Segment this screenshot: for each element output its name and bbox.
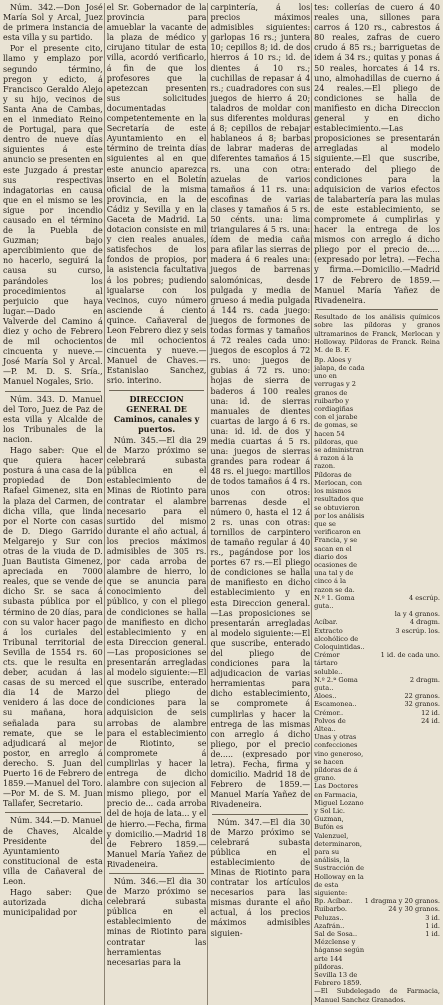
formula-item: Escamonea.. [314,700,357,709]
formula-item: Acíbar. [314,618,338,627]
formula-row [314,733,440,782]
formula-row [314,905,440,913]
formula-row [314,356,440,471]
formula-row [314,782,440,897]
formula-item: Crémor.. [314,708,344,717]
notice-347-body: Núm. 347.—El dia 30 de Marzo próximo se celebrará subasta pública en el establecimiento de Minas de Riotinto para contratar los artículos necesarios para las mismas durante el año actual, á los precios máximos admisibles siguien- [210,817,311,938]
formula-quantity: 2 dragm. [409,675,440,684]
divider [316,309,438,310]
formula-quantity: 1 dragma y 20 granos. [364,897,440,906]
formula-quantity [365,782,440,897]
formula-row [314,717,440,733]
formula-quantity: 4 escrúp. [408,593,440,602]
formula-row [314,594,440,610]
notice-342-heading: Núm. 342.—Don José María Sol y Arcal, Juez de primera instancia de esta villa y su partido. [3,3,103,43]
notice-345-body: Núm. 345.—El dia 29 de Marzo próximo se celebrará subasta pública en el establecimiento de Minas de Riotinto para contratar el alambre necesario para el surtido del mismo durante el año actual, á los precios máximos admisibles de 305 rs. por cada arroba de alambre de hierro, lo que se anuncia para conocimiento del público, y con el pliego de condiciones se halla de manifiesto en dicho establecimiento y en esta Direccion general.—Las proposiciones se presentarán arregladas al modelo siguiente:—El que suscribe, enterado del pliego de condiciones para la adquisicion de seis arrobas de alambre para el establecimiento de Riotinto, se compromete á cumplirlas y hacer la entrega de dicho alambre con sujecion al mismo pliego, por el precio de... cada arroba del de hoja de lata... y el de hierro.—Fecha, firma y domicilio.—Madrid 18 de Febrero 1859.—Manuel María Yañez de Rivadeneira. [106,435,207,869]
formula-quantity: 3 escrúp. los. [395,626,440,635]
notice-347-continued: tes: collerías de cuero á 40 reales una, sillones para carros á 120 rs., cabrestos á 80 reales, zafras de cuero crudo á 85 rs.; barriguetas de idem á 34 rs.; quitas y ponas á 50 reales, horcates á 14 rs. uno, almohadillas de cuerno á 24 reales.—El pliego de condiciones se halla de manifiesto en dicha Direccion general y en dicho establecimiento.—Las proposiciones se presentarán arregladas al modelo siguiente.—El que suscribe, enterado del pliego de condiciones para la adquisicion de varios efectos de talabartería para las mulas de este establecimiento, se compromete á cumplirlas y hacer la entrega de los mismos con arreglo á dicho pliego por el precio de..... (expresado por letra). —Fecha y firma.—Domicilio.—Madrid 17 de Febrero de 1859.—Manuel María Yañez de Rivadeneira. [314,3,440,305]
formula-item: Polvos de Altea.. [314,716,346,733]
formula-row [314,897,440,905]
formula-row [314,700,440,708]
analysis-notice: Resultado de los análisis químicos sobre las píldoras y granos ultramarinos de Franck, Merlocan y Holloway. Píldoras de Franck. Reina M. de B. F. [314,312,440,355]
formula-row [314,471,440,594]
formula-quantity: 12 id. [421,708,440,717]
divider [5,391,101,392]
formula-row [314,692,440,700]
column-4 [314,3,440,1005]
column-1 [3,3,103,1005]
notice-346-continued: carpintería, á los precios máximos admisibles siguientes: garlopas 16 rs.; juntera 10; cepillos 8; id. de dos hierros á 10 rs.; id. de dientes á 10 rs.; cuchillas de repasar á 4 rs.; cuadradores con sus juegos de hierro á 20; taladros de moldar con sus diferentes molduras á 8; cepillos de rebajar hablaneos á 8; barbas de labrar maderas de diferentes tamaños á 15 rs. una con otra: azuelas de varios tamaños á 11 rs. una: escofinas de varias clases y tamaños á 5 rs. 50 cénts. una: lima triangulares á 5 rs. una: ídem de media caña para afilar las sierras de madera á 6 reales una: juegos de barrenas salomónicas, desde pulgada y media de grueso á media pulgada á 144 rs. cada juego: juegos de formones de todas formas y tamaños á 72 reales cada uno: juegos de escoplos á 72 rs. uno: juegos de gubias á 72 rs. uno: hojas de sierra de baderos á 100 reales una: id. de sierras manuales de dientes cuartas de largo á 6 rs. una: id. id. de dos y media cuartas á 5 rs. una: juegos de sierras grandes para rodear á 48 rs. el juego: martillos de todos tamaños á 4 rs. unos con otros: barrenas desde el número 0, hasta el 12 á 2 rs. unas con otras: tornillos de carpintero de tamaño regular á 40 rs., pagándose por los portes 67 rs.—El pliego de condiciones se halla de manifiesto en dicho establecimiento y en esta Direccion general.—Las proposiciones se presentarán arregladas al modelo siguiente:—El que suscribe, enterado del pliego de condiciones para la adjudicacion de varias herramientas para dicho establecimiento, se compromete á cumplirlas y hacer la entrega de las mismas con arreglo á dicho pliego, por el precio de..... (expresado por letra). Fecha, firma y domicilio. Madrid 18 de Febrero de 1859.—Manuel María Yañez de Rivadeneira. [210,3,311,810]
formula-row [314,914,440,922]
formula-item: Azafrán.. [314,921,345,930]
formula-item: N.º 2.ª Goma guta.. [314,675,358,692]
notice-343-heading: Núm. 343. D. Manuel del Toro, Juez de Paz de esta villa y Alcalde de los Tribunales de la nacion. [3,394,103,444]
formula-item: Las Doctores en Farmacia, Miguel Lozano y Sol Lic. Guzman, Bufón es Valenzuel, determinaron, para su análisis, la Sustracción de Holloway en la de esta siguiente: [314,782,364,898]
formula-item [314,610,364,618]
formula-quantity [365,356,440,471]
formula-row [314,922,440,930]
formula-item: Aloes.. [314,692,337,701]
formula-quantity: 1 id. de cada uno. [380,651,440,660]
formula-row [314,651,440,676]
divider [212,814,308,815]
formula-quantity: 1 id. [425,921,440,930]
formula-item: Unas y otras confecciones vino generoso, se hacen píldoras de á grano. [314,733,364,783]
formula-item: Sal de Sosa.. [314,930,358,939]
formula-item: Mézclense y háganse según arte 144 píldoras. Sevilla 13 de Febrero 1859. [314,938,365,988]
formula-item: Crémor tártaro soluble.. [314,651,343,676]
notice-344-continued: el Sr. Gobernador de la provincia para amueblar la vacante de la plaza de médico y cirujano titular de esta villa, acordó verificarlo, á fin de que los profesores que la apetezcan presenten sus solicitudes documentadas competentemente en la Secretaría de este Ayuntamiento en el término de treinta días siguientes al en que este anuncio aparezca inserto en el Boletín oficial de la misma provincia, en la de Cádiz y Sevilla y en la Gaceta de Madrid. La dotacion consiste en mil y cien reales anuales, satisfechos de los fondos de propios, por la asistencia facultativa á los pobres; pudiendo igualarse con los vecinos, cuyo número asciende á ciento quince. Cañaveral de Leon Febrero diez y seis de mil ochocientos cincuenta y nueve.—Manuel de Chaves.—Estanislao Sanchez, srio. interino. [106,3,207,386]
notice-346-body: Núm. 346.—El dia 30 de Marzo próximo se celebrará subasta pública en el establecimiento de minas de Riotinto para contratar las herramientas necesarias para la [106,876,207,967]
formula-quantity: 22 granos. [404,692,440,701]
formula-item: N.º 1. Goma guta.. [314,593,355,610]
formula-quantity: 24 id. [421,716,440,725]
formula-quantity [365,471,440,594]
formula-quantity: 32 granos. [404,700,440,709]
formula-item: Píldoras de Merlocan, con los mismos resultados que se obtuvieron por los análisis que se verificaron en Francia, y se sacan en el diario dos ocasiones de una tal y de cinco á la razon se da. [314,470,365,594]
formula-row [314,610,440,618]
formula-quantity [365,733,440,782]
formula-row [314,709,440,717]
formula-item: Peluzas.. [314,913,344,922]
formula-quantity: 3 id. [425,913,440,922]
notice-343-body: Hago saber: Que el que quiera hacer postura á una casa de la propiedad de Don Rafael Gimenez, sita en la plaza del Carmen, de dicha villa, que linda por el Norte con casas de D. Diego Garrido Melgarejo y Sur con otras de la viuda de D. Juan Bautista Gimenez, apreciada en 7000 reales, que se vende de dicho Sr. se saca á subasta pública por el término de 20 días, para con su valor hacer pago á los curiales del Tribunal territorial de Sevilla de 1554 rs. 60 cts. que le resulta en deber, acudan á las casas de su merced el dia 14 de Marzo venidero á las doce de su mañana, hora señalada para su remate, que se le adjudicará al mejor postor, en arreglo á derecho. S. Juan del Puerto 16 de Febrero de 1859.—Manuel del Toro.—Por M. de S. M. Juan Tallafer, Secretario. [3,446,103,809]
divider [109,873,205,874]
formula-quantity: 4 dragm. [409,618,440,627]
divider [109,390,205,391]
formula-row [314,930,440,938]
formula-row [314,938,440,987]
formula-quantity: 24 y 30 granos. [388,905,440,914]
formula-quantity: 1 id. [425,930,440,939]
section-heading: DIRECCION GENERAL DE Caminos, canales y puertos. [113,393,200,434]
formula-quantity: la y 4 granos. [394,610,440,619]
formula-quantity [365,938,440,987]
notice-342-body: Por el presente cito, llamo y emplazo por segundo término, pregon y edicto, á Francisco Geraldo Alejo y su hijo, vecinos de Santa Ana de Cambas, en el inmediato Reino de Portugal, para que dentro de nueve días siguientes á este anuncio se presenten en este Juzgado á prestar sus respectivas indagatorias en causa que en el mismo se les sigue por incendio causado en el término de la Puebla de Guzman; bajo apercibimiento que de no hacerlo, seguirá la causa su curso, parándoles los procedimientos al perjuicio que haya lugar.—Dado en Valverde del Camino á diez y ocho de Febrero de mil ochocientos cincuenta y nueve.—José María Sol y Arcal.—P. M. D. S. Sría., Manuel Nogales, Srio. [3,44,103,387]
formula-item: Extracto alcohólico de Coloquintidas.. [314,626,365,651]
column-2 [107,3,207,1005]
formula-item: Ruibarbo. [314,905,347,914]
notice-344-body: Hago saber: Que autorizada dicha municipalidad por [3,888,103,918]
formula-row [314,676,440,692]
column-3 [210,3,310,1005]
formula-row [314,627,440,652]
formula-table [314,356,440,988]
formula-item: Bp. Aloes y jalapa, de cada uno en verrugas y 2 granos de ruibarbo y cordiagiñas con el jarabe de gomas, se hacen 54 píldoras, que se administran á razon á la razon. [314,355,365,471]
closing-signature: —El Subdelegado de Farmacia, Manuel Sanchez Granados. [314,987,440,1004]
notice-344-heading: Núm. 344.—D. Manuel de Chaves, Alcalde Presidente del Ayuntamiento constitucional de esta villa de Cañaveral de Leon. [3,816,103,886]
formula-item: Bp. Acíbar.. [314,897,353,906]
divider [5,812,101,813]
formula-row [314,618,440,626]
